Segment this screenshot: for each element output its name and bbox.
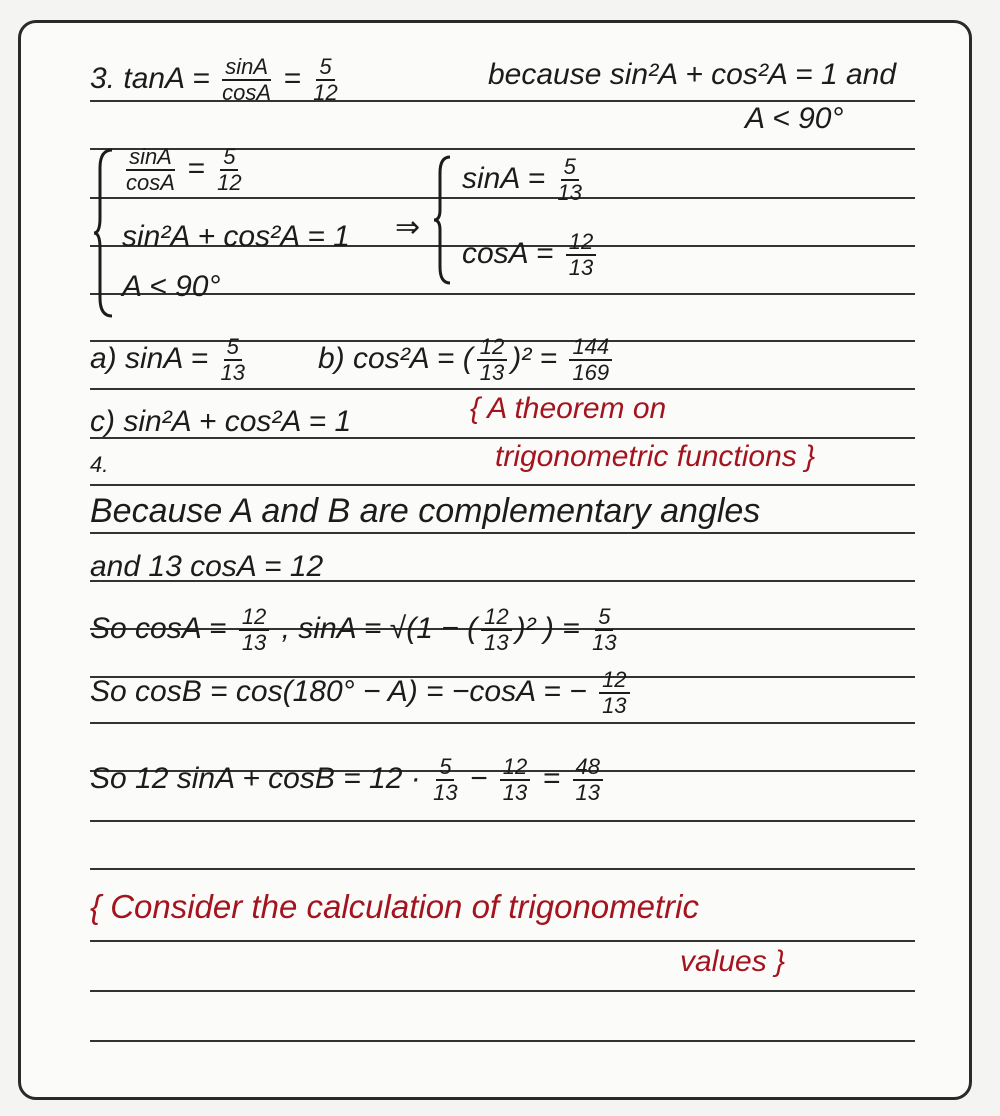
left-brace xyxy=(92,148,116,318)
rule-line xyxy=(90,820,915,822)
p4-label: 4. xyxy=(90,452,109,477)
note-calculation-line1: { Consider the calculation of trigonometric xyxy=(90,888,699,925)
p4-line5: So 12 sinA + cosB = 12 · $\frac{5}{13}$ − $\frac{12}{13}$ = $\frac{48}{13}$ xyxy=(90,755,607,805)
rule-line xyxy=(90,1040,915,1042)
rule-line xyxy=(90,722,915,724)
rule-line xyxy=(90,532,915,534)
rule-line xyxy=(90,868,915,870)
p4-line1: Because A and B are complementary angles xyxy=(90,492,761,530)
implies-arrow: ⇒ xyxy=(395,211,421,244)
right-brace xyxy=(432,155,454,285)
p4-line2: and 13 cosA = 12 xyxy=(90,550,324,583)
result-cos: cosA = $\frac{12}{13}$ xyxy=(462,230,600,280)
system-eq2: sin²A + cos²A = 1 xyxy=(122,220,350,253)
note-calculation-line2: values } xyxy=(680,945,786,978)
result-sin: sinA = $\frac{5}{13}$ xyxy=(462,154,582,205)
part-a: a) sinA = $\frac{5}{13}$ xyxy=(90,334,245,385)
p3-because: because sin²A + cos²A = 1 and xyxy=(488,58,897,91)
rule-line xyxy=(90,388,915,390)
note-theorem-line2: trigonometric functions } xyxy=(495,440,816,473)
p4-line4: So cosB = cos(180° − A) = −cosA = − $\frac{12}{13}$ xyxy=(90,668,634,718)
system-eq3: A < 90° xyxy=(122,270,221,303)
note-theorem-line1: { A theorem on xyxy=(470,392,667,425)
p3-condition: A < 90° xyxy=(745,102,844,135)
system-eq1: $\frac{\sin A}{\cos A}$ = $\frac{5}{12}$ xyxy=(126,144,242,195)
rule-line xyxy=(90,990,915,992)
part-b: b) cos²A = ( $\frac{12}{13}$ )² = $\frac{144}{169}$ xyxy=(318,335,616,385)
p3-line1: 3. tanA = $\frac{\sin A}{\cos A}$ = $\frac{5}{12}$ xyxy=(90,54,338,105)
rule-line xyxy=(90,940,915,942)
part-c: c) sin²A + cos²A = 1 xyxy=(90,405,352,438)
rule-line xyxy=(90,484,915,486)
p4-line3: So cosA = $\frac{12}{13}$ , sinA = √(1 − ( $\frac{12}{13}$ )² ) = $\frac{5}{13}$ xyxy=(90,604,617,655)
